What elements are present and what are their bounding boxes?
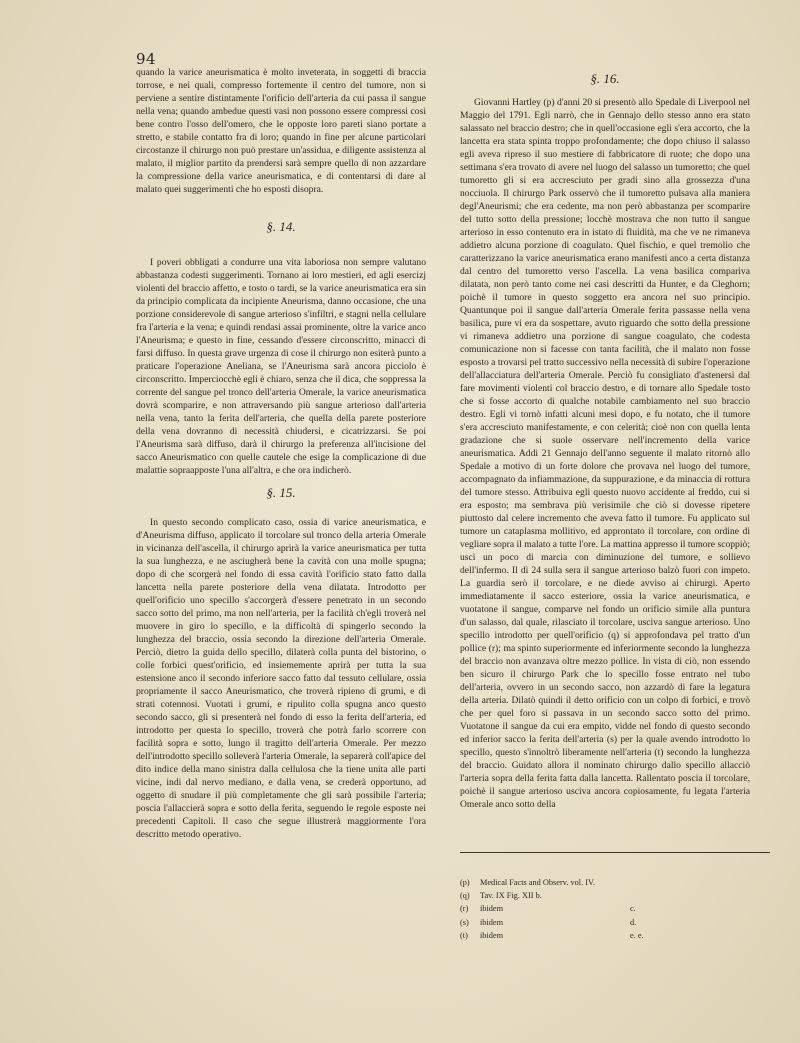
footnote-mark: (r) (460, 904, 469, 914)
page-number: 94 (136, 50, 157, 68)
footnote-mark: (t) (460, 930, 468, 940)
footnote-mark: (p) (460, 878, 470, 887)
footnote (460, 876, 750, 889)
footnote-ref (630, 876, 670, 889)
section-heading-15: §. 15. (266, 485, 296, 500)
footnote-text: ibidem (480, 904, 504, 914)
footnote (460, 929, 750, 942)
section-heading-14: §. 14. (266, 219, 296, 234)
footnote-ref: e. e. (630, 930, 644, 940)
paragraph-intro: quando la varice aneurismatica è molto inveterata, in soggetti di braccia torrose, e nei quali, compresso fortemente il centro del tumore, non si perviene a sentire distintamente l'orificio dell'arteria da cui passa il sangue nella vena; quando ambedue questi vasi non possono essere compressi così bene contro l'osso dell'omero, che le opposte loro pareti siano portate a stretto, e stabile contatto fra di loro; quando in fine per alcune particolari circostanze il chirurgo non può prestare un'assidua, e diligente assistenza al malato, il miglior partito da prendersi sarà sempre quello di non azzardare la compressione della varice aneurismatica, e di contentarsi di dare al malato quei suggerimenti che ho esposti disopra. (136, 67, 426, 195)
footnote (460, 889, 750, 902)
footnote-text: Tav. IX Fig. XII b. (480, 891, 542, 901)
section-heading-16: §. 16. (590, 71, 620, 86)
footnote-ref: c. (630, 904, 636, 914)
footnote-divider (460, 852, 770, 853)
footnote-ref (630, 889, 670, 902)
paragraph-16: Giovanni Hartley (p) d'anni 20 si presentò allo Spedale di Liverpool nel Maggio del 1791. Egli narrò, che in Gennajo dello stesso anno era stato salassato nel braccio destro; che in quell'occasione egli s'era accorto, che la lancetta era stata spinta troppo profondamente; che dopo chiuso il salasso egli aveva ripreso il suo mestiere di fabbricatore di ruote; che dopo una settimana s'era trovato di avere nel luogo del salasso un tumoretto; che quel tumoretto gli si era accresciuto per gradi sino alla grossezza d'una nocciuola. Il chirurgo Park osservò che il tumoretto pulsava alla maniera degl'Aneurismi; che era cedente, ma non però abbastanza per scomparire del tutto sotto della pressione; locchè mostrava che non tutto il sangue arterioso in esso contenuto era in istato di fluidità, ma che ve ne rimaneva addietro alcuna porzione di coagulato. Quel fischio, e quel tremolio che caratterizzano la varice aneurismatica erano manifesti anco a certa distanza dal centro del tumoretto verso l'ascella. La vena basilica compariva dilatata, non però tanto come nei casi descritti da Hunter, e da Cleghorn; poichè il tumore in questo soggetto era ancora nel suo principio. Quantunque poi il sangue dall'arteria Omerale ferita passasse nella vena basilica, pure vi era da sospettare, avuto riguardo che sotto della pressione vi rimaneva addietro una porzione di sangue coagulato, che codesta comunicazione non si facesse con tanta facilità, che il malato non fosse esposto a trovarsi pel tratto successivo nella necessità di subire l'operazione dell'allacciatura dell'arteria Omerale. Perciò fu consigliato d'astenersi dal fare movimenti violenti col braccio destro, e di tornare allo Spedale tosto che si fosse accorto di qualche notabile cambiamento nel suo braccio destro. Egli vi tornò infatti alcuni mesi dopo, e fu notato, che il tumore s'era accresciuto manifestamente, e con celerità; cioè non con quella lenta gradazione che si suole osservare nell'incremento della varice aneurismatica. Addì 21 Gennajo dell'anno seguente il malato ritornò allo Spedale a motivo di un forte dolore che provava nel luogo del tumore, accompagnato da infiammazione, da suppurazione, e da minaccia di rottura del tumore stesso. Attribuiva egli questo nuovo accidente al freddo, cui si era esposto; ma sembrava più verisimile che ciò si dovesse ripetere piuttosto dal celere incremento che aveva fatto il tumore. Fu applicato sul tumore un cataplasma mollitivo, ed approntato il torcolare, con ordine di vegliare sopra il malato a tutte l'ore. La mattina appresso il tumore scoppiò; uscì un poco di marcia con diminuzione del tumore, e sollievo dell'infermo. Il dì 24 sulla sera il sangue arterioso balzò fuori con impeto. La guardia serò il torcolare, e ne diede avviso ai chirurgi. Aperto immediatamente il sacco esteriore, ossia la varice aneurismatica, e vuotatone il sangue, comparve nel fondo un orificio simile alla puntura d'un salasso, dal quale, rilasciato il torcolare, usciva sangue arterioso. Uno specillo introdotto per quell'orificio (q) si approfondava pel tratto d'un pollice (r); ma spinto superiormente ed inferiormente secondo la lunghezza del braccio non avanzava oltre mezzo pollice. In vista di ciò, non essendo ben sicuro il chirurgo Park che lo specillo fosse entrato nel tubo dell'arteria, ovvero in un secondo sacco, non azzardò di fare la legatura della arteria. Dilatò quindi il detto orificio con un colpo di forbici, e trovò che per quel foro si passava in un secondo sacco sotto del primo. Vuotatone il sangue da cui era empito, vidde nel fondo di questo secondo ed inferior sacco la ferita dell'arteria (s) per la quale avendo introdotto lo specillo, questo s'innoltrò liberamente nell'arteria (t) secondo la lunghezza del braccio. Guidato allora il nominato chirurgo dallo specillo allacciò l'arteria sopra della ferita fatta dalla lancetta. Rallentato poscia il torcolare, poichè il sangue arterioso usciva ancora copiosamente, fu legata l'arteria Omerale anco sotto della (460, 97, 750, 810)
footnote-text: ibidem (480, 917, 504, 927)
footnote-text: ibidem (480, 930, 504, 940)
footnote-text: Medical Facts and Observ. vol. IV. (480, 878, 595, 887)
footnote (460, 902, 750, 915)
footnote-mark: (q) (460, 891, 470, 901)
footnote (460, 916, 750, 929)
footnote-ref: d. (630, 917, 637, 927)
footnotes (460, 876, 750, 942)
paragraph-14: I poveri obbligati a condurre una vita laboriosa non sempre valutano abbastanza codesti suggerimenti. Tornano ai loro mestieri, ed agli esercizj violenti del braccio affetto, e tosto o tardi, se la varice aneurismatica era sin da principio complicata da incipiente Aneurisma, danno occasione, che una porzione considerevole di sangue arterioso s'infiltri, e stagni nella cellulare fra l'arteria e la vena; e quindi rendasi assai prominente, oltre la varice anco l'Aneurisma; e questo in fine, cessando d'essere circonscritto, minacci di farsi diffuso. In questa grave urgenza di cose il chirurgo non esiterà punto a praticare l'operazione Aneliana, se l'Aneurisma sarà ancora picciolo è circonscritto. Imperciocchè egli è chiaro, senza che il dica, che soppressa la corrente del sangue pel tronco dell'arteria Omerale, la varice aneurismatica dovrà scomparire, e non attraversando più sangue arterioso dall'arteria nella vena, tanto la ferita dell'arteria, che quella della parete posteriore della vena dovranno di necessità chiudersi, e cicatrizzarsi. Se poi l'Aneurisma sarà diffuso, darà il chirurgo la preferenza all'incisione del sacco Aneurismatico con quelle cautele che esige la complicazione di due malattie sopraapposte l'una all'altra, e che ora indicherò. (136, 257, 426, 476)
footnote-mark: (s) (460, 917, 469, 927)
paragraph-15: In questo secondo complicato caso, ossia di varice aneurismatica, e d'Aneurisma diffuso, applicato il torcolare sul tronco della arteria Omerale in vicinanza dell'ascella, il chirurgo aprirà la varice aneurismatica per tutta la sua lunghezza, e ne asciugherà bene la cavità con una molle spugna; dopo di che scorgerà nel fondo di essa cavità l'orificio stato fatto dalla lancetta nella parete posteriore della vena dilatata. Introdotto per quell'orificio uno specillo s'accorgerà d'essere penetrato in un secondo sacco sotto del primo, ma non nell'arteria, per la facilità ch'egli troverà nel muovere in giro lo specillo, e la difficoltà di spingerlo secondo la lunghezza del braccio, ossia secondo la direzione dell'arteria Omerale. Perciò, dietro la guida dello specillo, dilaterà colla punta del bistorino, o colle forbici quest'orificio, ed insiememente aprirà per tutta la sua estensione anco il secondo inferiore sacco fatto dal tessuto cellulare, ossia propriamente il sacco Aneurismatico, che troverà ripieno di grumi, e di strati cotennosi. Vuotati i grumi, e ripulito colla spugna anco questo secondo sacco, gli si presenterà nel fondo di esso la ferita dell'arteria, ed introdotto per questa lo specillo, troverà che potrà farlo scorrere con facilità sopra e sotto, lungo il tragitto dell'arteria Omerale. Per mezzo dell'introdotto specillo solleverà l'arteria Omerale, la separerà coll'apice del dito indice della mano sinistra dalla cellulosa che la tiene unita alle parti vicine, indi dal nervo mediano, e dalla vena, se crederà opportuno, ad oggetto di snudare il più completamente che gli sarà possibile l'arteria; poscia l'allaccierà sopra e sotto della ferita, seguendo le regole esposte nei precedenti Capitoli. Il caso che segue illustrerà maggiormente l'ora descritto metodo operativo. (136, 517, 426, 840)
